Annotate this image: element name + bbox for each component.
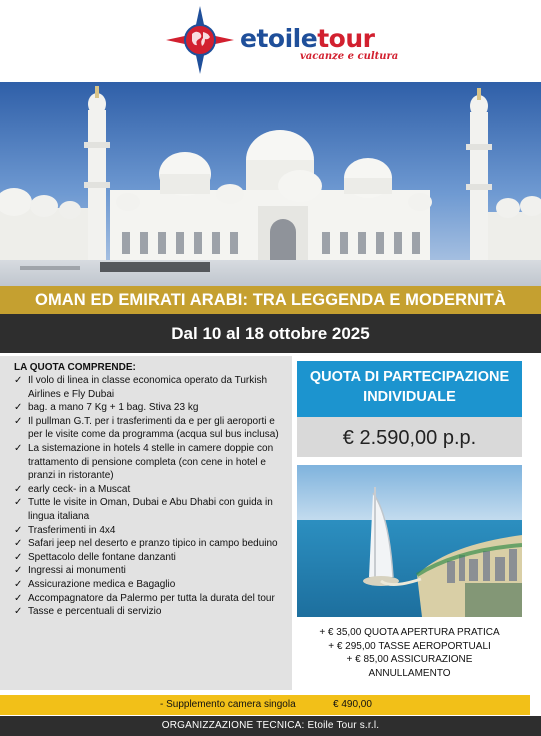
footer-organizer: ORGANIZZAZIONE TECNICA: Etoile Tour s.r.l.: [0, 716, 541, 736]
checkmark-icon: ✓: [14, 375, 23, 386]
list-item: ✓ Il volo di linea in classe economica operato da Turkish Airlines e Fly Dubai: [14, 375, 268, 400]
list-item: ✓ Trasferimenti in 4x4: [14, 524, 116, 536]
checkmark-icon: ✓: [14, 565, 23, 577]
checkmark-icon: ✓: [14, 524, 23, 536]
quota-heading-line1: QUOTA DI PARTECIPAZIONE: [309, 369, 510, 385]
brand-tagline: vacanze e cultura: [300, 51, 399, 62]
list-item: ✓ Spettacolo delle fontane danzanti: [14, 551, 176, 563]
quota-price: € 2.590,00 p.p.: [297, 417, 522, 457]
supplement-price: € 490,00: [333, 699, 372, 710]
checkmark-icon: ✓: [14, 483, 23, 495]
extra-cost-line: + € 35,00 QUOTA APERTURA PRATICA: [319, 627, 500, 638]
checkmark-icon: ✓: [14, 578, 23, 590]
quota-heading: [297, 361, 522, 417]
list-item: ✓ Accompagnatore da Palermo per tutta la durata del tour: [14, 592, 275, 604]
extra-costs: [297, 626, 522, 680]
checkmark-icon: ✓: [14, 402, 23, 414]
includes-list: [14, 374, 284, 619]
burj-al-arab-image: [297, 465, 522, 617]
checkmark-icon: ✓: [14, 592, 23, 604]
header: [0, 0, 541, 82]
list-item: ✓ bag. a mano 7 Kg + 1 bag. Stiva 23 kg: [14, 402, 199, 414]
list-item: ✓ Tasse e percentuali di servizio: [14, 606, 162, 618]
list-item: ✓ Ingressi ai monumenti: [14, 565, 126, 577]
quota-heading-line2: INDIVIDUALE: [363, 389, 456, 405]
tour-dates: Dal 10 al 18 ottobre 2025: [0, 314, 541, 353]
extra-cost-line: ANNULLAMENTO: [368, 667, 451, 679]
list-item: ✓ Safari jeep nel deserto e pranzo tipico in campo beduino: [14, 538, 278, 550]
checkmark-icon: ✓: [14, 442, 23, 454]
checkmark-icon: ✓: [14, 415, 23, 427]
list-item: ✓ early ceck- in a Muscat: [14, 483, 131, 495]
list-item: ✓ Il pullman G.T. per i trasferimenti da e per gli aeroporti e per le visite come da programma (acqua sul bus inclusa): [14, 415, 279, 441]
brand-wordmark: etoiletour: [240, 24, 375, 53]
single-room-supplement: [0, 695, 530, 715]
list-item: ✓ La sistemazione in hotels 4 stelle in camere doppie con trattamento di pensione completa (con cene in hotel e pranzi in ristorante): [14, 442, 274, 482]
supplement-label: - Supplemento camera singola: [160, 699, 296, 710]
mosque-hero-image: [0, 82, 541, 286]
list-item: ✓ Assicurazione medica e Bagaglio: [14, 578, 176, 590]
checkmark-icon: ✓: [14, 606, 23, 618]
extra-cost-line: + € 85,00 ASSICURAZIONE: [346, 654, 473, 666]
extra-cost-line: + € 295,00 TASSE AEROPORTUALI: [328, 640, 491, 652]
compass-globe-logo-icon: [166, 6, 234, 74]
checkmark-icon: ✓: [14, 551, 23, 563]
list-item: ✓ Tutte le visite in Oman, Dubai e Abu Dhabi con guida in lingua italiana: [14, 497, 273, 522]
includes-panel: [0, 356, 292, 690]
checkmark-icon: ✓: [14, 538, 23, 550]
includes-heading: LA QUOTA COMPRENDE:: [14, 362, 136, 373]
tour-title: OMAN ED EMIRATI ARABI: TRA LEGGENDA E MODERNITÀ: [0, 286, 541, 314]
checkmark-icon: ✓: [14, 497, 23, 509]
